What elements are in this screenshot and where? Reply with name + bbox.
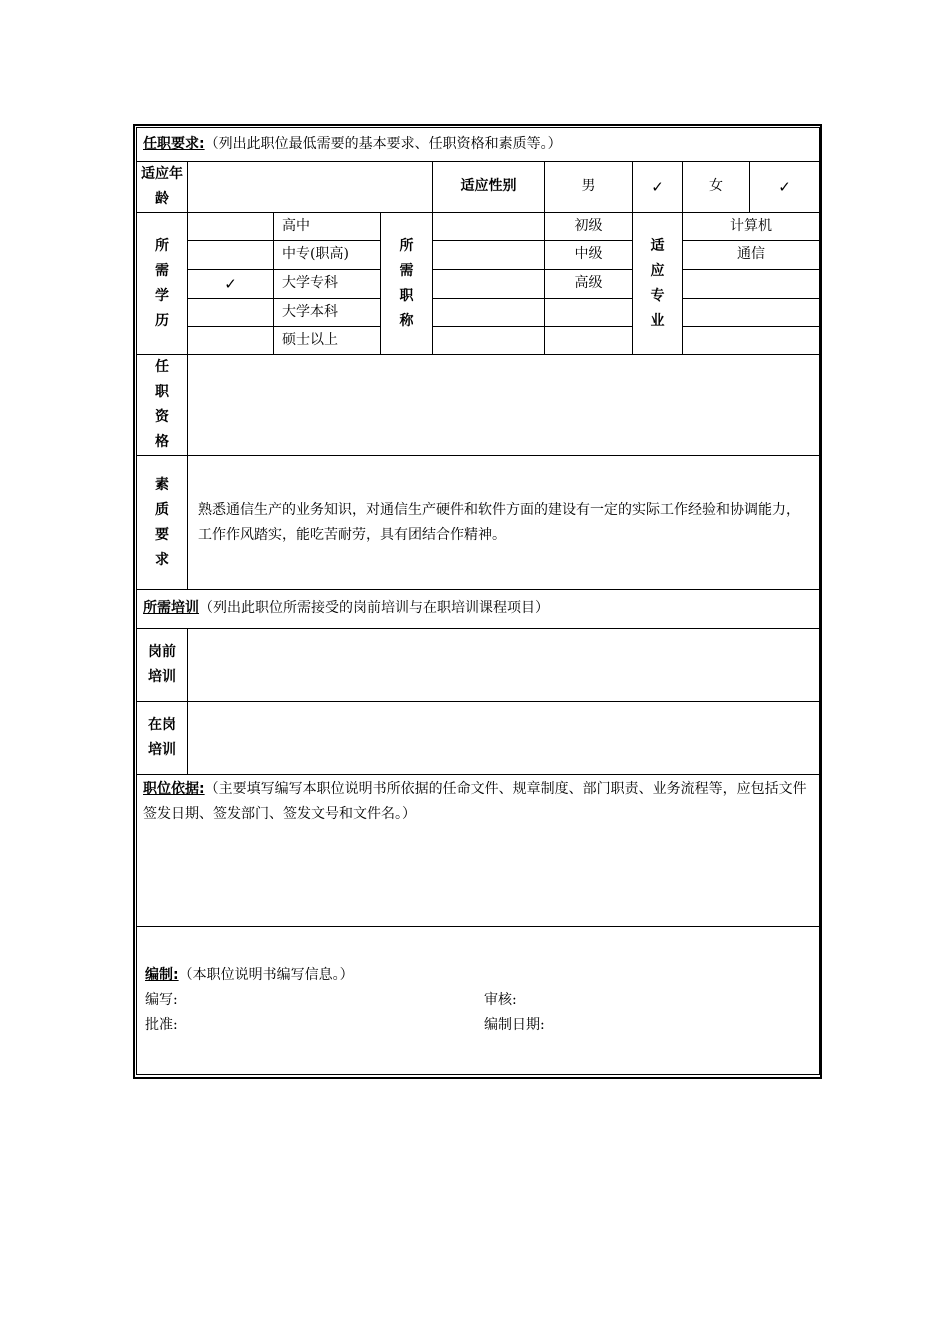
title-label-text: 所需职称 bbox=[399, 237, 414, 329]
qualification-label bbox=[137, 355, 188, 456]
compile-row-1 bbox=[145, 988, 819, 1013]
education-option-1: 中专(职高) bbox=[274, 241, 381, 270]
onjob-training-field[interactable] bbox=[188, 702, 820, 775]
basis-heading: 职位依据: bbox=[143, 781, 205, 797]
pre-training-label: 岗前培训 bbox=[137, 629, 188, 702]
basis-note: （主要填写编写本职位说明书所依据的任命文件、规章制度、部门职责、业务流程等，应包括文件签发日期、签发部门、签发文号和文件名。） bbox=[143, 781, 807, 822]
major-item-2 bbox=[683, 270, 820, 299]
approver-label: 批准: bbox=[145, 1017, 178, 1033]
training-note: （列出此职位所需接受的岗前培训与在职培训课程项目） bbox=[199, 600, 549, 617]
writer-label: 编写: bbox=[145, 992, 178, 1008]
title-level-0: 初级 bbox=[545, 213, 633, 241]
qualification-field[interactable] bbox=[188, 355, 820, 456]
education-option-3: 大学本科 bbox=[274, 299, 381, 327]
education-check-1[interactable] bbox=[188, 241, 274, 270]
gender-male-label: 男 bbox=[545, 162, 633, 213]
training-heading-cell bbox=[137, 590, 820, 629]
quality-label-text: 素质要求 bbox=[155, 476, 169, 568]
major-item-4 bbox=[683, 327, 820, 355]
compile-row-2 bbox=[145, 1013, 819, 1038]
requirements-heading-cell bbox=[137, 128, 820, 162]
pre-training-field[interactable] bbox=[188, 629, 820, 702]
compile-heading-row bbox=[145, 963, 819, 988]
title-blank-1[interactable] bbox=[433, 241, 545, 270]
job-description-form bbox=[133, 124, 822, 1079]
title-blank-0[interactable] bbox=[433, 213, 545, 241]
title-level-4 bbox=[545, 327, 633, 355]
title-level-3 bbox=[545, 299, 633, 327]
onjob-training-label: 在岗培训 bbox=[137, 702, 188, 775]
title-label bbox=[381, 213, 433, 355]
education-check-2[interactable]: ✓ bbox=[188, 270, 274, 299]
training-heading: 所需培训 bbox=[143, 600, 199, 617]
title-blank-3[interactable] bbox=[433, 299, 545, 327]
major-label-text: 适应专业 bbox=[650, 237, 665, 329]
basis-cell bbox=[137, 775, 820, 927]
compile-spacer bbox=[145, 927, 819, 963]
requirements-heading: 任职要求: bbox=[143, 135, 205, 152]
major-item-3 bbox=[683, 299, 820, 327]
gender-female-check[interactable]: ✓ bbox=[750, 162, 820, 213]
title-level-2: 高级 bbox=[545, 270, 633, 299]
education-label bbox=[137, 213, 188, 355]
education-check-4[interactable] bbox=[188, 327, 274, 355]
compile-note: （本职位说明书编写信息。） bbox=[178, 967, 354, 983]
title-blank-4[interactable] bbox=[433, 327, 545, 355]
gender-male-check[interactable]: ✓ bbox=[633, 162, 683, 213]
education-option-2: 大学专科 bbox=[274, 270, 381, 299]
major-label bbox=[633, 213, 683, 355]
major-item-1: 通信 bbox=[683, 241, 820, 270]
title-level-1: 中级 bbox=[545, 241, 633, 270]
quality-text: 熟悉通信生产的业务知识，对通信生产硬件和软件方面的建设有一定的实际工作经验和协调能力，工作作风踏实，能吃苦耐劳，具有团结合作精神。 bbox=[188, 456, 820, 590]
major-item-0: 计算机 bbox=[683, 213, 820, 241]
qualification-label-text: 任职资格 bbox=[155, 359, 169, 450]
education-label-text: 所需学历 bbox=[155, 237, 169, 329]
education-check-0[interactable] bbox=[188, 213, 274, 241]
requirements-table bbox=[136, 127, 820, 1075]
education-option-4: 硕士以上 bbox=[274, 327, 381, 355]
compile-cell bbox=[137, 927, 820, 1075]
education-check-3[interactable] bbox=[188, 299, 274, 327]
age-label: 适应年龄 bbox=[137, 162, 188, 213]
compile-heading: 编制: bbox=[145, 967, 179, 983]
gender-label: 适应性别 bbox=[433, 162, 545, 213]
education-option-0: 高中 bbox=[274, 213, 381, 241]
age-value-field[interactable] bbox=[188, 162, 433, 213]
reviewer-label: 审核: bbox=[484, 992, 517, 1008]
quality-label bbox=[137, 456, 188, 590]
requirements-note: （列出此职位最低需要的基本要求、任职资格和素质等。） bbox=[204, 135, 562, 152]
date-label: 编制日期: bbox=[484, 1017, 545, 1033]
gender-female-label: 女 bbox=[683, 162, 750, 213]
title-blank-2[interactable] bbox=[433, 270, 545, 299]
